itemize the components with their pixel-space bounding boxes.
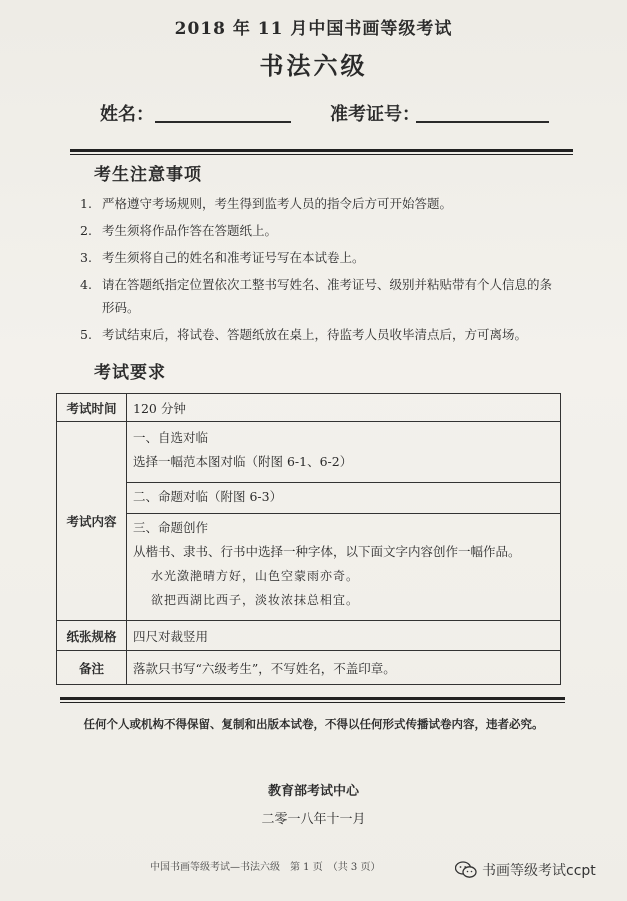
requirements-heading: 考试要求: [94, 363, 166, 383]
table-row: [57, 394, 561, 422]
notice-item: 5. 考试结束后，将试卷、答题纸放在桌上，待监考人员收毕清点后，方可离场。: [80, 327, 528, 342]
paper-spec-value: 四尺对裁竖用: [127, 621, 561, 651]
copyright-notice: 任何个人或机构不得保留、复制和出版本试卷，不得以任何形式传播试卷内容，违者必究。: [83, 717, 544, 731]
content-part-2: [127, 483, 560, 514]
part2-title: 二、命题对临（附图 6-3）: [133, 489, 283, 504]
watermark: [455, 860, 596, 880]
name-label: 姓名：: [100, 104, 154, 125]
verse-line-1: 水光潋滟晴方好，山色空蒙雨亦奇。: [151, 569, 360, 583]
paper-spec-label: 纸张规格: [57, 621, 127, 651]
wechat-icon: [455, 861, 477, 879]
issuer: 教育部考试中心: [267, 784, 359, 799]
requirements-table: [56, 393, 561, 685]
level-title: 书法六级: [259, 51, 368, 80]
exam-time-value: 120 分钟: [127, 394, 561, 422]
table-row: [57, 422, 561, 621]
part1-desc: 选择一幅范本图对临（附图 6-1、6-2）: [133, 454, 353, 469]
issue-date: 二零一八年十一月: [261, 812, 366, 827]
notice-item: 1. 严格遵守考场规则，考生得到监考人员的指令后方可开始答题。: [80, 196, 453, 211]
table-row: [57, 651, 561, 685]
table-row: [57, 621, 561, 651]
part3-title: 三、命题创作: [133, 520, 209, 535]
part1-title: 一、自选对临: [133, 430, 209, 445]
ticket-number-blank: [416, 121, 549, 123]
verse-line-2: 欲把西湖比西子，淡妆浓抹总相宜。: [151, 593, 360, 607]
exam-time-label: 考试时间: [57, 394, 127, 422]
exam-title: 2018 年 11 月中国书画等级考试: [174, 19, 453, 39]
notice-list: [80, 192, 560, 350]
part3-desc: 从楷书、隶书、行书中选择一种字体，以下面文字内容创作一幅作品。: [133, 544, 521, 559]
content-part-1: [127, 422, 560, 483]
remark-label: 备注: [57, 651, 127, 685]
notice-item: 4. 请在答题纸指定位置依次工整书写姓名、准考证号、级别并粘贴带有个人信息的条形码。: [80, 277, 553, 315]
exam-content-label: 考试内容: [57, 422, 127, 621]
ticket-number-label: 准考证号：: [330, 104, 420, 125]
watermark-text: 书画等级考试ccpt: [482, 863, 596, 879]
exam-content-cell: [127, 422, 561, 621]
content-part-3: [127, 514, 560, 620]
page-footer: 中国书画等级考试—书法六级 第 1 页 （共 3 页）: [150, 862, 381, 873]
top-divider: [70, 149, 573, 155]
notice-item: 2. 考生须将作品作答在答题纸上。: [80, 223, 278, 238]
name-blank: [155, 121, 291, 123]
bottom-divider: [60, 697, 565, 703]
notice-heading: 考生注意事项: [94, 165, 202, 185]
remark-value: 落款只书写“六级考生”，不写姓名，不盖印章。: [127, 651, 561, 685]
notice-item: 3. 考生须将自己的姓名和准考证号写在本试卷上。: [80, 250, 365, 265]
